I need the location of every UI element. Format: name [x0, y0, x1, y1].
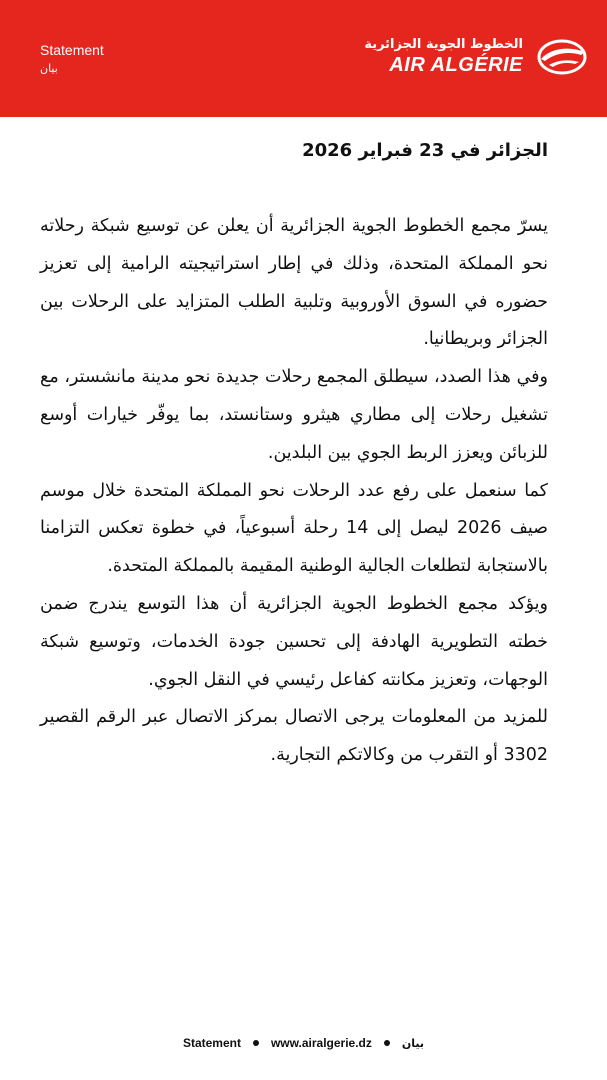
- statement-body: [40, 136, 548, 775]
- brand-name-en: AIR ALGÉRIE: [389, 54, 523, 76]
- footer: [0, 1030, 607, 1056]
- bullet-dot-icon: [384, 1040, 390, 1046]
- brand-name-ar: الخطوط الجوية الجزائرية: [364, 37, 523, 52]
- header-statement-label: [40, 42, 104, 77]
- footer-website-link[interactable]: www.airalgerie.dz: [270, 1036, 372, 1050]
- paragraph: ويؤكد مجمع الخطوط الجوية الجزائرية أن هذا التوسع يندرج ضمن خطته التطويرية الهادفة إلى تحسين جودة الخدمات، وتوسيع شبكة الوجهات، وتعزيز مكانته كفاعل رئيسي في النقل الجوي.: [40, 593, 548, 690]
- paragraph: كما سنعمل على رفع عدد الرحلات نحو المملكة المتحدة خلال موسم صيف 2026 ليصل إلى 14 رحلة أسبوعياً، في خطوة تعكس التزامنا بالاستجابة لتطلعات الجالية الوطنية المقيمة بالمملكة المتحدة.: [40, 480, 549, 577]
- brand-logo: [349, 36, 589, 80]
- header-label-en: Statement: [40, 42, 104, 58]
- paragraph: وفي هذا الصدد، سيطلق المجمع رحلات جديدة نحو مدينة مانشستر، مع تشغيل رحلات إلى مطاري هيثرو وستانستد، بما يوفّر خيارات أوسع للزبائن ويعزز الربط الجوي بين البلدين.: [40, 367, 548, 463]
- header-banner: [0, 0, 607, 117]
- air-algerie-logo-icon: [535, 38, 589, 76]
- paragraph: للمزيد من المعلومات يرجى الاتصال بمركز الاتصال عبر الرقم القصير 3302 أو التقرب من وكالاتكم التجارية.: [40, 707, 548, 766]
- footer-statement-en: Statement: [182, 1036, 241, 1050]
- statement-date: الجزائر في 23 فبراير 2026: [302, 140, 548, 161]
- bullet-dot-icon: [253, 1040, 259, 1046]
- paragraph: يسرّ مجمع الخطوط الجوية الجزائرية أن يعلن عن توسيع شبكة رحلاته نحو المملكة المتحدة، وذلك في إطار استراتيجيته الرامية إلى تعزيز حضوره في السوق الأوروبية وتلبية الطلب المتزايد على الرحلات بين الجزائر وبريطانيا.: [40, 216, 548, 350]
- footer-statement-ar: بيان: [401, 1036, 425, 1050]
- header-label-ar: بيان: [40, 62, 58, 75]
